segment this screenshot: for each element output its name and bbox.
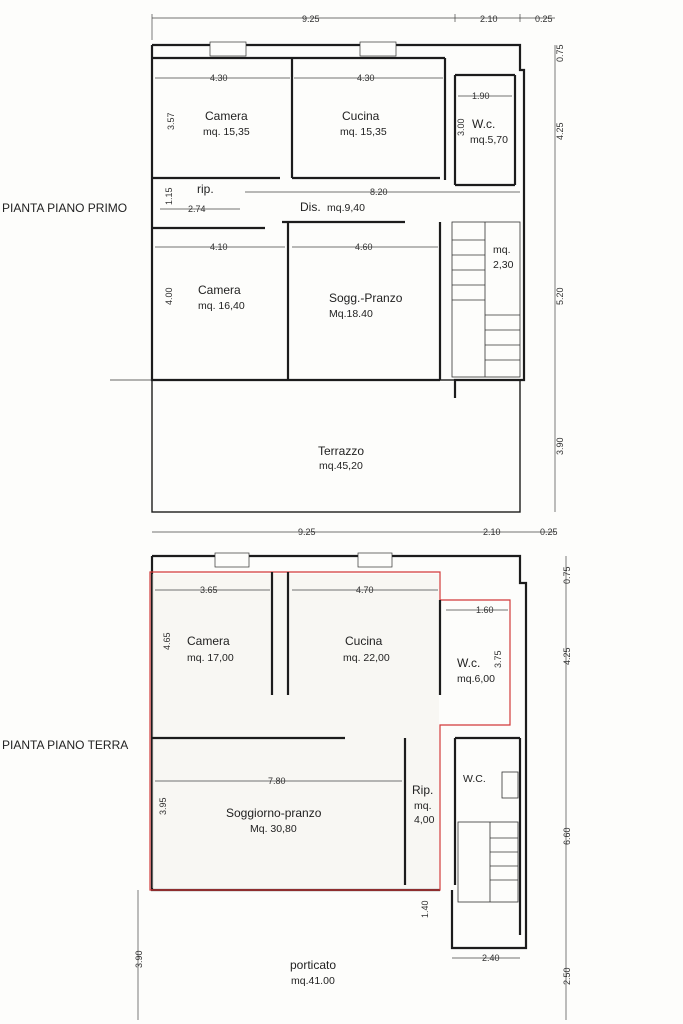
room-name: Cucina — [345, 634, 383, 648]
dim-label: 3.57 — [166, 112, 176, 130]
dim-label: 4.30 — [210, 73, 228, 83]
room-area: Mq.18.40 — [329, 308, 373, 320]
dim-label: 4.10 — [210, 242, 228, 252]
dim-label: 0.25 — [535, 14, 553, 24]
dim-label: 4.25 — [555, 122, 565, 140]
dim-label: 1.90 — [472, 91, 490, 101]
room-name: mq. — [493, 244, 511, 256]
room-area: mq. 22,00 — [343, 652, 390, 664]
dim-label: 9.25 — [302, 14, 320, 24]
room-name: Terrazzo — [318, 444, 365, 458]
dim-label: 1.60 — [476, 605, 494, 615]
room-name: rip. — [197, 182, 214, 196]
first-floor-plan — [2, 14, 565, 512]
dim-label: 1.15 — [164, 187, 174, 205]
room-name: W.c. — [472, 117, 496, 131]
floor-label-ground: PIANTA PIANO TERRA — [2, 738, 129, 752]
room-name: W.c. — [457, 656, 481, 670]
room-area: mq. 17,00 — [187, 652, 234, 664]
dim-label: 1.40 — [420, 900, 430, 918]
room-area: mq. 16,40 — [198, 300, 245, 312]
room-name: Soggiorno-pranzo — [226, 806, 322, 820]
dim-label: 4.30 — [357, 73, 375, 83]
dim-label: 3.90 — [134, 950, 144, 968]
dim-label: 4.60 — [355, 242, 373, 252]
room-area: mq. 15,35 — [203, 126, 250, 138]
dim-label: 2.10 — [483, 527, 501, 537]
room-area: 2,30 — [493, 259, 514, 271]
dim-label: 3.95 — [158, 797, 168, 815]
dim-label: 0.75 — [562, 566, 572, 584]
stairs-ground — [458, 772, 518, 902]
dim-label: 2.40 — [482, 953, 500, 963]
room-area: mq.6,00 — [457, 673, 495, 685]
dim-label: 0.25 — [540, 527, 558, 537]
ground-floor-plan — [2, 527, 572, 1020]
dim-label: 9.25 — [298, 527, 316, 537]
room-name: porticato — [290, 958, 337, 972]
room-area: mq. 4,00 — [414, 800, 435, 826]
dim-label: 4.00 — [164, 287, 174, 305]
room-area: mq.41.00 — [291, 975, 335, 987]
dim-label: 4.65 — [162, 632, 172, 650]
dim-label: 3.00 — [456, 118, 466, 136]
room-area: mq. 15,35 — [340, 126, 387, 138]
dim-label: 2.10 — [480, 14, 498, 24]
room-name: Camera — [187, 634, 230, 648]
room-area: Mq. 30,80 — [250, 823, 297, 835]
room-area: mq.9,40 — [327, 202, 365, 214]
room-area: mq.5,70 — [470, 134, 508, 146]
dim-label: 3.90 — [555, 437, 565, 455]
room-name: W.C. — [463, 773, 486, 785]
dim-label: 8.20 — [370, 187, 388, 197]
dim-label: 2.50 — [562, 967, 572, 985]
dim-label: 4.25 — [562, 647, 572, 665]
room-name: Camera — [205, 109, 248, 123]
room-name: Camera — [198, 283, 241, 297]
dim-label: 4.70 — [356, 585, 374, 595]
room-area: mq.45,20 — [319, 460, 363, 472]
floor-label-first: PIANTA PIANO PRIMO — [2, 201, 128, 215]
dim-label: 0.75 — [555, 44, 565, 62]
dim-label: 5.20 — [555, 287, 565, 305]
room-name: Dis. — [300, 200, 321, 214]
dim-label: 3.65 — [200, 585, 218, 595]
dim-label: 7.80 — [268, 776, 286, 786]
room-name: Cucina — [342, 109, 380, 123]
dim-label: 3.75 — [493, 650, 503, 668]
dim-label: 6.60 — [562, 827, 572, 845]
dim-label: 2.74 — [188, 204, 206, 214]
room-name: Rip. — [412, 783, 434, 797]
room-name: Sogg.-Pranzo — [329, 291, 403, 305]
